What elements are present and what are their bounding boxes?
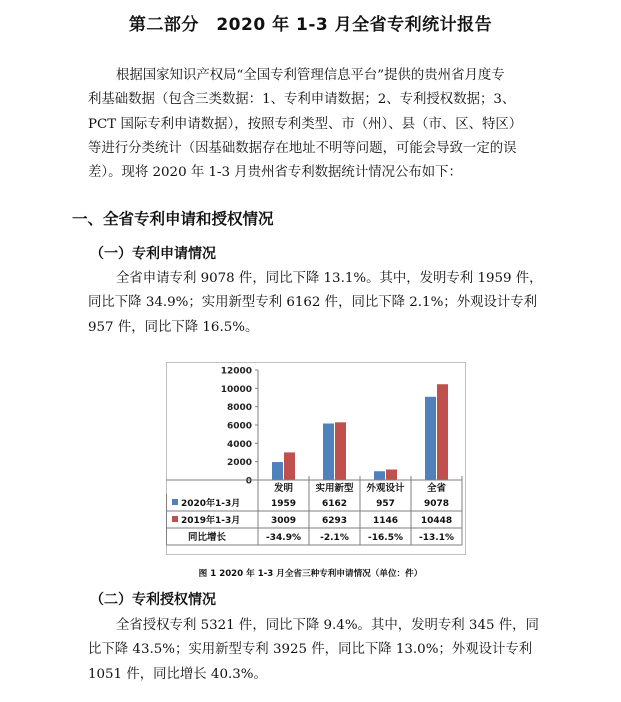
y-tick-label: 2000	[226, 458, 252, 469]
growth-value: -13.1%	[419, 533, 454, 543]
y-tick-label: 0	[245, 476, 252, 487]
subsection-heading-grants: （二）专利授权情况	[90, 592, 216, 608]
growth-row-label: 同比增长	[188, 532, 227, 543]
data-label: 6162	[321, 499, 348, 509]
x-tick-label: 实用新型	[315, 483, 354, 494]
bar-2020	[272, 462, 283, 480]
figure-caption: 图 1 2020 年 1-3 月全省三种专利申请情况（单位：件）	[198, 569, 423, 579]
application-line: 同比下降 34.9%；实用新型专利 6162 件，同比下降 2.1%；外观设计专利	[88, 295, 538, 311]
section-heading: 一、全省专利申请和授权情况	[72, 210, 274, 228]
data-label: 3009	[270, 516, 297, 526]
legend-swatch	[172, 516, 178, 522]
data-label: 957	[376, 499, 395, 509]
growth-value: -2.1%	[320, 533, 349, 543]
grant-line: 1051 件，同比增长 40.3%。	[88, 666, 267, 682]
y-tick-label: 4000	[226, 439, 252, 450]
patent-application-chart	[166, 362, 466, 555]
application-line: 957 件，同比下降 16.5%。	[88, 319, 259, 335]
y-tick-label: 8000	[226, 403, 252, 414]
data-label: 9078	[423, 499, 450, 509]
application-paragraph	[88, 267, 566, 340]
intro-line: PCT 国际专利申请数据），按照专利类型、市（州）、县（市、区、特区）	[88, 116, 523, 132]
chart-svg	[166, 362, 466, 555]
intro-line: 等进行分类统计（因基础数据存在地址不明等问题，可能会导致一定的误	[88, 140, 517, 156]
page-title: 第二部分 2020 年 1-3 月全省专利统计报告	[128, 15, 493, 35]
legend-label: 2020年1-3月	[181, 499, 241, 509]
bar-2020	[374, 471, 385, 480]
bar-2020	[425, 397, 436, 480]
x-tick-label: 发明	[273, 483, 294, 494]
data-label: 1146	[372, 516, 399, 526]
growth-value: -16.5%	[368, 533, 403, 543]
bar-2019	[437, 384, 448, 480]
bar-2020	[323, 424, 334, 480]
legend-label: 2019年1-3月	[181, 516, 241, 526]
intro-line: 根据国家知识产权局“全国专利管理信息平台”提供的贵州省月度专	[116, 68, 505, 83]
data-label: 10448	[420, 516, 453, 526]
x-tick-label: 外观设计	[366, 483, 405, 494]
intro-paragraph	[88, 64, 566, 185]
grant-paragraph	[88, 614, 566, 687]
data-label: 6293	[321, 516, 348, 526]
x-tick-label: 全省	[426, 483, 447, 494]
y-tick-label: 6000	[226, 421, 252, 432]
data-label: 1959	[270, 499, 297, 509]
legend-swatch	[172, 499, 178, 505]
bar-2019	[335, 422, 346, 480]
intro-line: 利基础数据（包含三类数据：1、专利申请数据；2、专利授权数据；3、	[88, 92, 516, 108]
subsection-heading-applications: （一）专利申请情况	[90, 246, 216, 262]
grant-line: 比下降 43.5%；实用新型专利 3925 件，同比下降 13.0%；外观设计专利	[88, 642, 533, 658]
y-tick-label: 12000	[220, 366, 252, 377]
intro-line: 差）。现将 2020 年 1-3 月贵州省专利数据统计情况公布如下：	[88, 165, 462, 181]
y-tick-label: 10000	[220, 384, 252, 395]
grant-line: 全省授权专利 5321 件，同比下降 9.4%。其中，发明专利 345 件，同	[116, 618, 539, 633]
application-line: 全省申请专利 9078 件，同比下降 13.1%。其中，发明专利 1959 件，	[116, 271, 543, 286]
growth-value: -34.9%	[266, 533, 301, 543]
bar-2019	[284, 452, 295, 480]
bar-2019	[386, 469, 397, 480]
